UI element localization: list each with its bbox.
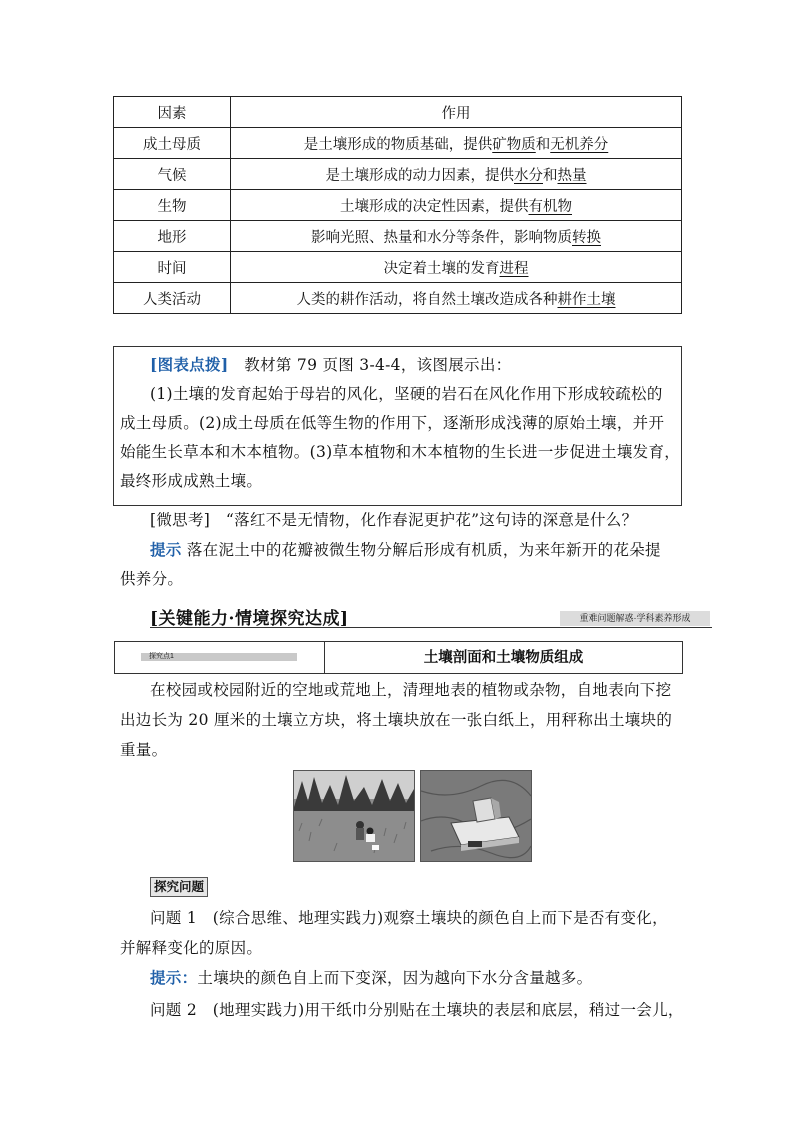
hint-label: 提示： [150, 968, 198, 987]
factor-cell: 成土母质 [114, 128, 231, 159]
effect-text: 和 [535, 136, 551, 153]
table-row [114, 283, 682, 314]
effect-cell [231, 283, 682, 314]
table-header-row [114, 97, 682, 128]
key-term: 进程 [499, 260, 529, 277]
effect-cell [231, 159, 682, 190]
exploration-questions-label: 探究问题 [150, 877, 208, 897]
hint-label: 提示 [150, 540, 182, 559]
effect-cell [231, 221, 682, 252]
table-row [114, 159, 682, 190]
effect-cell [231, 128, 682, 159]
factor-cell: 时间 [114, 252, 231, 283]
factor-cell: 地形 [114, 221, 231, 252]
question-line: 并解释变化的原因。 [120, 939, 263, 957]
factor-cell: 人类活动 [114, 283, 231, 314]
effect-text: 影响光照、热量和水分等条件，影响物质 [311, 229, 572, 246]
tip-line: 始能生长草本和木本植物。(3)草本植物和木本植物的生长进一步促进土壤发育， [120, 443, 681, 461]
key-term: 耕作土壤 [557, 291, 616, 308]
exploration-point-cell [115, 642, 325, 673]
table-header-cell: 因素 [114, 97, 231, 128]
key-term: 无机养分 [550, 136, 609, 153]
soil-factors-table [113, 96, 682, 314]
exploration-point-label: 探究点1 [141, 653, 297, 661]
factor-cell: 生物 [114, 190, 231, 221]
key-term: 水分 [514, 167, 543, 184]
micro-think-line [150, 508, 637, 530]
effect-text: 决定着土壤的发育 [383, 260, 500, 277]
effect-text: 是土壤形成的动力因素，提供 [325, 167, 514, 184]
tip-line: (1)土壤的发育起始于母岩的风化，坚硬的岩石在风化作用下形成较疏松的 [150, 385, 663, 403]
table-row [114, 190, 682, 221]
micro-think-label: [微思考] [150, 511, 211, 529]
effect-text: 和 [543, 167, 558, 184]
section-title: [关键能力·情境探究达成] [150, 609, 349, 629]
tip-label: [图表点拨] [150, 355, 229, 374]
factor-cell: 气候 [114, 159, 231, 190]
effect-cell [231, 252, 682, 283]
tip-intro: 教材第 79 页图 3-4-4，该图展示出： [244, 356, 512, 374]
table-row [114, 221, 682, 252]
tip-intro-line [150, 353, 511, 375]
micro-answer: 落在泥土中的花瓣被微生物分解后形成有机质，为来年新开的花朵提 [186, 541, 661, 559]
effect-text: 是土壤形成的物质基础，提供 [303, 136, 493, 153]
field-digging-image [294, 771, 414, 861]
field-digging-photo [293, 770, 415, 862]
figure-tip-box [113, 346, 682, 506]
soil-weighing-photo [420, 770, 532, 862]
question-line: 问题 1 (综合思维、地理实践力)观察土壤块的颜色自上而下是否有变化， [150, 909, 668, 927]
table-row [114, 128, 682, 159]
answer-line [150, 966, 592, 988]
exploration-paragraph-line: 出边长为 20 厘米的土壤立方块，将土壤块放在一张白纸上，用秤称出土壤块的 [120, 711, 673, 729]
key-term: 矿物质 [492, 136, 536, 153]
micro-answer-line: 供养分。 [120, 570, 184, 588]
exploration-header [114, 641, 683, 674]
key-term: 热量 [557, 167, 587, 184]
key-term: 转换 [572, 229, 601, 246]
tip-line: 成土母质。(2)成土母质在低等生物的作用下，逐渐形成浅薄的原始土壤，并开 [120, 414, 665, 432]
section-divider [150, 627, 712, 628]
exploration-paragraph-line: 在校园或校园附近的空地或荒地上，清理地表的植物或杂物，自地表向下挖 [150, 681, 672, 699]
effect-cell [231, 190, 682, 221]
exploration-paragraph-line: 重量。 [120, 741, 168, 759]
tip-line: 最终形成成熟土壤。 [120, 472, 263, 490]
key-term: 有机物 [528, 198, 572, 215]
micro-think-question: “落红不是无情物，化作春泥更护花”这句诗的深意是什么？ [225, 511, 638, 529]
table-header-cell: 作用 [231, 97, 682, 128]
table-row [114, 252, 682, 283]
answer-text: 土壤块的颜色自上而下变深，因为越向下水分含量越多。 [197, 969, 593, 987]
effect-text: 土壤形成的决定性因素，提供 [340, 198, 529, 215]
exploration-title: 土壤剖面和土壤物质组成 [423, 649, 584, 666]
effect-text: 人类的耕作活动，将自然土壤改造成各种 [296, 291, 558, 308]
section-tag: 重难问题解惑·学科素养形成 [560, 611, 710, 626]
micro-answer-line [150, 538, 661, 560]
question-line: 问题 2 (地理实践力)用干纸巾分别贴在土壤块的表层和底层，稍过一会儿， [150, 1001, 684, 1019]
soil-weighing-image [421, 771, 531, 861]
